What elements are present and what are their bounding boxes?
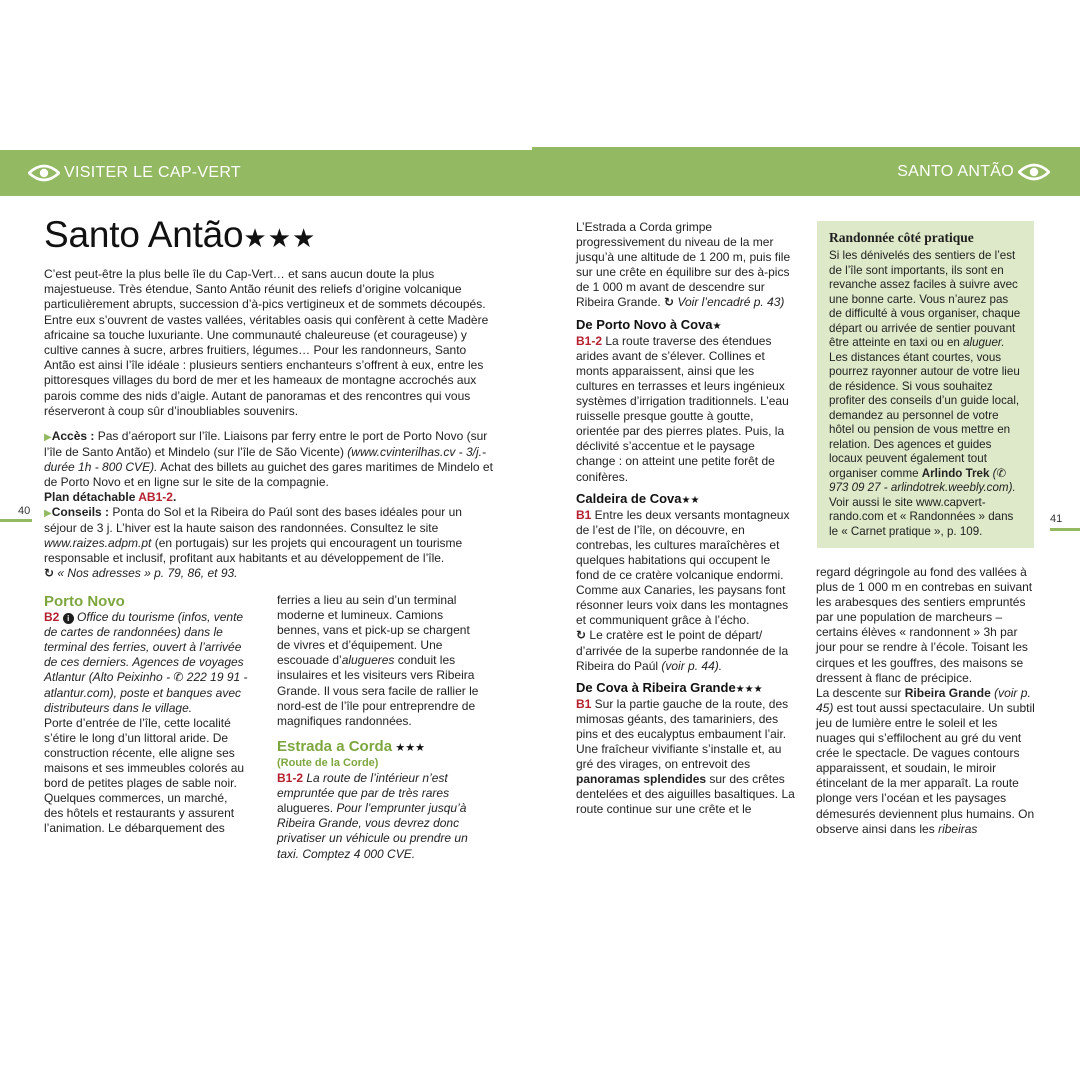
sidebar-phone: 973 09 27 - arlindotrek.weebly.com). [829,481,1016,494]
caldeira-text [576,508,796,629]
porto-novo-cont-italic: alugueres [341,653,395,668]
descent-italic: (voir p. 45) [816,685,1031,715]
porto-cova-heading [576,317,796,334]
porto-novo-info [44,610,249,716]
caldeira-tip-text: Le cratère est le point de départ/ d’arrivée de la superbe randonnée de la Ribeira do Paúl [576,628,789,673]
porto-novo-cont-2: conduit les insulaires et les visiteurs vers Ribeira Grande. Il vous sera facile de rallier le nord-est de l’île pour entreprendre de magnifiques randonnées. [277,653,479,728]
porto-novo-cont-1: ferries a lieu au sein d’un terminal moderne et lumineux. Camions bennes, vans et pick-up se chargent de vivres et d’équipement. Une escouade d’ [277,593,470,668]
cova-ribeira-cont: regard dégringole au fond des vallées à plus de 1 000 m en contrebas en suivant les arabesques des sentiers empruntés par une population de marcheurs – certains élèves « randonnent » 3h par jour pour se rendre à l’école. Toisant les cirques et les gouffres, des maisons se dressent à flanc de précipice. [816,565,1033,685]
descent-end: ribeiras [938,821,978,836]
column-b [277,593,482,862]
see-icon: ↻ [664,295,678,310]
acces-text: Pas d’aéroport sur l’île. Liaisons par ferry entre le port de Porto Novo (sur l’île de Santo Antão) et Mindelo (sur l’île de São Vicente) [44,429,488,459]
caldeira-tip-ref: (voir p. 44). [661,658,723,673]
descent-bold: Ribeira Grande [904,685,991,700]
page-tick-right [1050,528,1080,531]
intro-paragraph: C’est peut-être la plus belle île du Cap-Vert… et sans aucun doute la plus majestueuse. Très étendue, Santo Antão réunit des reliefs d’origine volcanique particulièrement abrupts, succession d’à-pics vertigineux et de sommets découpés. Entre eux s’ouvrent de vastes vallées, véritables oasis qui confèrent à cette Madère africaine sa touche luxuriante. Une communauté chaleureuse (et courageuse) y cultive cannes à sucre, arbres fruitiers, légumes… Pour les randonneurs, Santo Antão est ainsi l’île idéale : plusieurs sentiers enchanteurs s’offrent à eux, entre les pittoresques villages du bord de mer et les hameaux de montagne accrochés aux parois comme des nids d’aigle. Autant de panoramas et des rencontres qui vous réserveront à coup sûr d’inoubliables souvenirs. [44,267,489,418]
estrada-section [277,739,482,862]
estrada-plain-1: alugueres. [277,801,334,816]
see-icon: ↻ [576,628,587,643]
section-header-left [0,150,532,196]
caldeira-heading [576,491,796,508]
porto-novo-section [44,594,249,837]
sidebar-bold: Arlindo Trek [921,466,990,480]
page-tick-left [0,519,32,522]
plan-label: Plan détachable [44,490,139,504]
caldeira-section [576,491,796,674]
porto-novo-heading: Porto Novo [44,593,125,610]
conseils-text: Ponta do Sol et la Ribeira do Paúl sont des bases idéales pour un séjour de 3 j. L’hiver est la haute saison des randonnées. Consultez le site [44,505,462,535]
sidebar-box [817,221,1034,548]
see-icon: ↻ [44,566,58,580]
map-ref: B2 [44,610,60,625]
triangle-right-icon: ▶ [44,508,52,519]
porto-cova-text [576,334,796,485]
sidebar-text-3: Voir aussi le site www.capvert-rando.com et « Randonnées » dans le « Carnet pratique », p. 109. [829,495,1014,538]
title-text: Santo Antão [44,214,244,255]
caldeira-body: Entre les deux versants montagneux de l’est de l’île, on découvre, en contrebas, les cultures maraîchères et quelques habitations qui occupent le fond de ce cratère volcanique endormi. Comme aux Canaries, les paysans font résonner leurs voix dans les montagnes et communiquent grâce à l’écho. [576,507,790,628]
adresses-line [44,566,494,581]
conseils-line [44,505,494,566]
cova-ribeira-bold: panoramas splendides [576,772,707,787]
sidebar-paren: ( [989,466,997,480]
ribeira-descent [816,686,1038,837]
eye-icon [28,164,60,182]
phone-icon: ✆ [173,670,187,685]
estrada-italic-2: Pour l’emprunter jusqu’à Ribeira Grande, vous devrez donc privatiser un véhicule ou prendre un taxi. Comptez 4 000 CVE. [277,801,468,861]
plan-line [44,490,494,505]
descent-text-a: La descente sur [816,685,905,700]
sidebar-text-2: Les distances étant courtes, vous pourrez rayonner autour de votre lieu de résidence. Si vous souhaitez profiter des conseils d’un guide local, demandez au personnel de votre hôtel ou pension de vous mettre en relation. Des agences et guides locaux peuvent également tout organiser comme [829,350,1020,480]
caldeira-tip [576,628,796,673]
estrada-intro [277,771,482,862]
map-ref: B1-2 [576,333,603,348]
sidebar-text-1: Si les dénivelés des sentiers de l’est de l’île sont importants, ils sont en revanche assez faciles à suivre avec une bonne carte. Vous n’aurez pas de difficulté à vous organiser, chaque départ ou arrivée de sentier pouvant être atteinte en taxi ou en [829,249,1021,349]
acces-line [44,429,494,490]
conseils-website: www.raizes.adpm.pt [44,536,152,550]
estrada-text [576,220,796,311]
conseils-label: Conseils : [51,505,110,519]
estrada-see: Voir l’encadré p. 43) [677,295,785,310]
porto-novo-text-cont [277,593,482,729]
porto-cova-body: La route traverse des étendues arides avant de s’élever. Collines et monts apparaissent, ainsi que les cultures en terrasses et leurs ingénieux systèmes d’irrigation traditionnels. L’eau ruisselle presque goutte à goutte, orientée par des pierres plates. Puis, la déclivité s’accentue et le paysage change : on atteint une petite forêt de conifères. [576,333,789,484]
cova-ribeira-heading-text: De Cova à Ribeira Grande [576,679,736,695]
page-number-left: 40 [18,505,31,517]
page-number-right: 41 [1050,513,1063,525]
practical-info [44,429,494,581]
info-icon: i [63,613,74,624]
cova-ribeira-stars: ★★★ [735,683,763,695]
acces-website: (www.cvinterilhas.cv - 3/j.- durée 1h - 800 CVE). [44,445,486,474]
cova-ribeira-text [576,697,796,818]
column-c [576,220,796,818]
porto-novo-office: Office du tourisme (infos, vente de cartes de randonnées) dans le terminal des ferries, ouvert à l’arrivée de ces derniers. Agences de voyages Atlantur (Alto Peixinho - [44,610,244,685]
acces-label: Accès : [51,429,95,443]
eye-icon [1018,163,1050,181]
cova-ribeira-heading [576,680,796,697]
map-ref: B1 [576,696,592,711]
porto-novo-text: Porte d’entrée de l’île, cette localité s’étire le long d’un littoral aride. De construction récente, elle aligne ses maisons et ses immeubles colorés au bord de petites plages de sable noir. Quelques commerces, un marché, des hôtels et restaurants y assurent l’animation. Le débarquement des [44,715,245,836]
estrada-italic-1: La route de l’intérieur n’est empruntée que par de très rares [277,771,450,801]
estrada-heading: Estrada a Corda [277,737,393,755]
sidebar-title: Randonnée côté pratique [829,230,974,245]
section-title-right: SANTO ANTÃO [897,163,1014,180]
sidebar-italic: aluguer. [963,336,1005,349]
column-d [816,565,1038,837]
caldeira-stars: ★★ [681,494,700,506]
section-header-right [532,147,1080,196]
section-title-left: VISITER LE CAP-VERT [64,164,242,181]
porto-novo-phone: 222 19 91 - atlantur.com), poste et banques avec distributeurs dans le village. [44,670,248,715]
estrada-subheading: (Route de la Corde) [277,756,379,769]
conseils-text-2: (en portugais) sur les projets qui encouragent un tourisme responsable et inclusif, profitant aux habitants et au développement de l’île. [44,536,463,565]
cova-ribeira-section [576,680,796,818]
triangle-right-icon: ▶ [44,432,52,443]
map-ref: B1-2 [277,771,304,786]
caldeira-heading-text: Caldeira de Cova [576,490,682,506]
plan-ref: AB1-2 [138,490,173,504]
estrada-stars: ★★★ [395,741,425,754]
page-title [44,214,316,256]
adresses-text: « Nos adresses » p. 79, 86, et 93. [57,566,238,580]
map-ref: B1 [576,507,592,522]
plan-end: . [172,490,177,504]
porto-cova-section [576,317,796,485]
estrada-body: L’Estrada a Corda grimpe progressivement du niveau de la mer jusqu’à une altitude de 1 200 m, puis file sur une crête en équilibre sur des à-pics de 1 000 m avant de descendre sur Ribeira Grande. [576,220,791,310]
acces-text-2: Achat des billets au guichet des gares maritimes de Mindelo et de Porto Novo et en ligne sur le site de la compagnie. [44,460,493,489]
phone-icon: ✆ [996,466,1007,480]
porto-cova-heading-text: De Porto Novo à Cova [576,316,713,332]
sidebar-body [829,249,1022,539]
title-stars: ★★★ [243,223,317,253]
cova-ribeira-body-1: Sur la partie gauche de la route, des mimosas géants, des tamariniers, des pins et des eucalyptus embaument l’air. Une fraîcheur vivifiante s’installe et, au gré des virages, on entrevoit des [576,696,789,772]
descent-text-b: est tout aussi spectaculaire. Un subtil jeu de lumière entre le soleil et les nuages qui s’effilochent au gré du vent crée le spectacle. De vagues contours apparaissent, et soudain, le miroir étincelant de la mer apparaît. La route plonge vers l’océan et les paysages démesurés deviennent plus humains. On observe ainsi dans les [816,700,1035,836]
cova-ribeira-body-2: sur des crêtes dentelées et des aiguilles basaltiques. La route continue sur une crête et le [576,772,795,817]
porto-cova-stars: ★ [712,320,722,332]
